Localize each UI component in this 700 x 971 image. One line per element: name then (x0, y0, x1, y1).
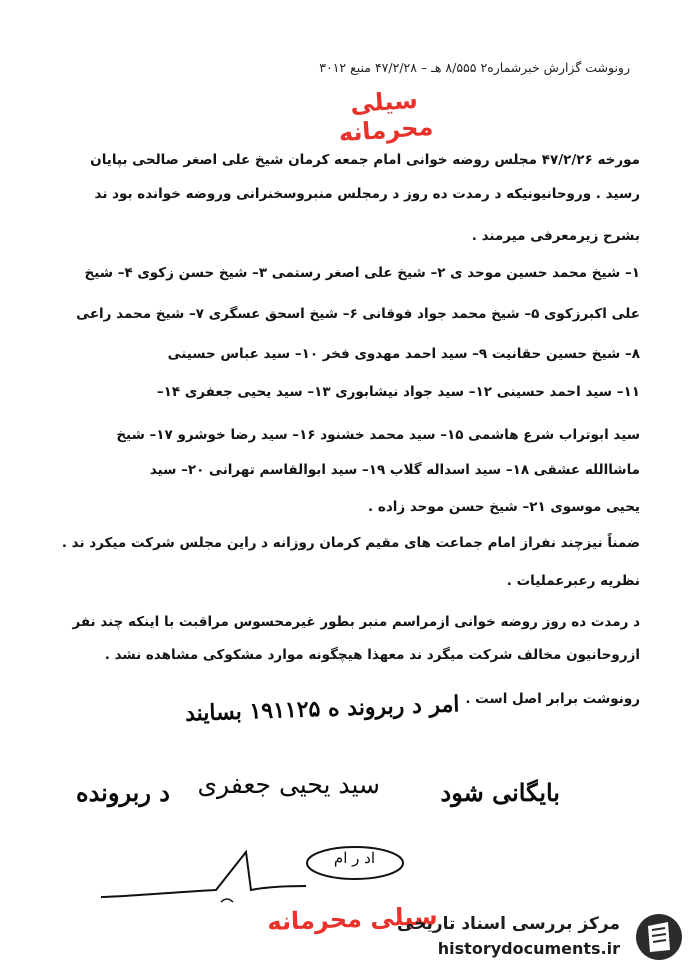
classification-stamp-text: سیلی محرمانه (266, 902, 439, 936)
body-line: نظریه رعبرعملیات . (506, 573, 640, 589)
body-line: ۱– شیخ محمد حسین موحد ی ۲– شیخ علی اصغر رستمی ۳– شیخ حسن زکوی ۴– شیخ (84, 265, 640, 281)
body-line: بشرح زیرمعرفی میرمند . (471, 228, 640, 244)
body-line: رسید . وروحانیونیکه د رمدت ده روز د رمجلس منبروسخنرانی وروضه خوانده بود ند (94, 186, 640, 202)
classification-stamp-text: سیلی محرمانه (337, 85, 435, 148)
watermark-url: historydocuments.ir (437, 939, 620, 958)
handwritten-archive-prefix: د ربرونده (76, 778, 170, 807)
archive-logo-icon (634, 912, 684, 962)
report-reference: رونوشت گزارش خبرشماره۲ ۸/۵۵۵ هـ – ۴۷/۲/۲۸ منبع ۳۰۱۲ (319, 60, 630, 75)
handwritten-filing-note: امر د ربروند ه ۱۹۱۱۲۵ بسایند (185, 691, 461, 727)
body-line: ۸– شیخ حسین حقانیت ۹– سید احمد مهدوی فخر ۱۰– سید عباس حسینی (167, 346, 640, 362)
circled-note: اد ر ام (333, 849, 375, 867)
body-line: د رمدت ده روز روضه خوانی ازمراسم منبر بطور غیرمحسوس مراقبت با اینکه چند نفر (72, 614, 640, 630)
body-line: ماشاالله عشقی ۱۸– سید اسداله گلاب ۱۹– سید ابوالقاسم تهرانی ۲۰– سید (149, 462, 640, 478)
body-line: ۱۱– سید احمد حسینی ۱۲– سید جواد نیشابوری ۱۳– سید یحیی جعفری ۱۴– (156, 384, 640, 400)
watermark-title: مرکز بررسی اسناد تاریخی (397, 914, 620, 934)
classification-stamp-top (310, 85, 460, 148)
body-line: یحیی موسوی ۲۱– شیخ حسن موحد زاده . (368, 499, 640, 515)
handwritten-archive-instruction: بایگانی شود (440, 778, 560, 807)
body-line: علی اکبرزکوی ۵– شیخ محمد جواد فوقانی ۶– شیخ اسحق عسگری ۷– شیخ محمد راعی (76, 306, 640, 322)
body-line: ازروحانیون مخالف شرکت میگرد ند معهذا هیچگونه موارد مشکوکی مشاهده نشد . (104, 647, 640, 663)
body-line: سید ابوتراب شرع هاشمی ۱۵– سید محمد خشنود ۱۶– سید رضا خوشرو ۱۷– شیخ (116, 427, 640, 443)
body-line: ضمناً نیزچند نفراز امام جماعت های مقیم کرمان روزانه د راین مجلس شرکت میکرد ند . (61, 535, 640, 551)
handwritten-name: سید یحیی جعفری (197, 770, 380, 799)
signature-mark (221, 899, 233, 902)
signature-stroke (101, 852, 306, 897)
signature (96, 842, 316, 912)
body-line: رونوشت برابر اصل است . (465, 691, 640, 707)
logo-page (648, 922, 670, 952)
archive-watermark (390, 908, 690, 966)
body-line: مورخه ۴۷/۲/۲۶ مجلس روضه خوانی امام جمعه کرمان شیخ علی اصغر صالحی بپایان (90, 152, 640, 168)
